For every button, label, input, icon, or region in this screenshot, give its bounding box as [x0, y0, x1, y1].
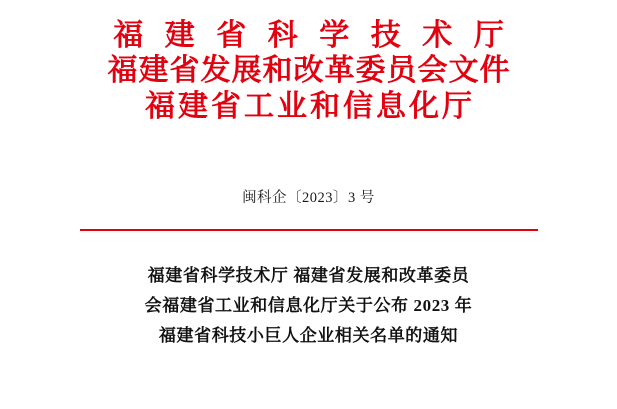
- document-title-line-3: 福建省科技小巨人企业相关名单的通知: [158, 325, 459, 345]
- red-divider-rule: [80, 229, 538, 231]
- document-title-line-1: 福建省科学技术厅 福建省发展和改革委员: [147, 266, 470, 286]
- document-title: [0, 261, 617, 350]
- masthead-line-3: 福建省工业和信息化厅: [145, 89, 475, 123]
- document-masthead: [0, 0, 617, 124]
- document-number: 闽科企〔2023〕3 号: [242, 190, 375, 207]
- masthead-line-2: 福建省发展和改革委员会文件: [107, 54, 511, 88]
- masthead-line-1: 福 建 省 科 学 技 术 厅: [113, 19, 511, 52]
- document-title-line-2: 会福建省工业和信息化厅关于公布 2023 年: [144, 295, 473, 315]
